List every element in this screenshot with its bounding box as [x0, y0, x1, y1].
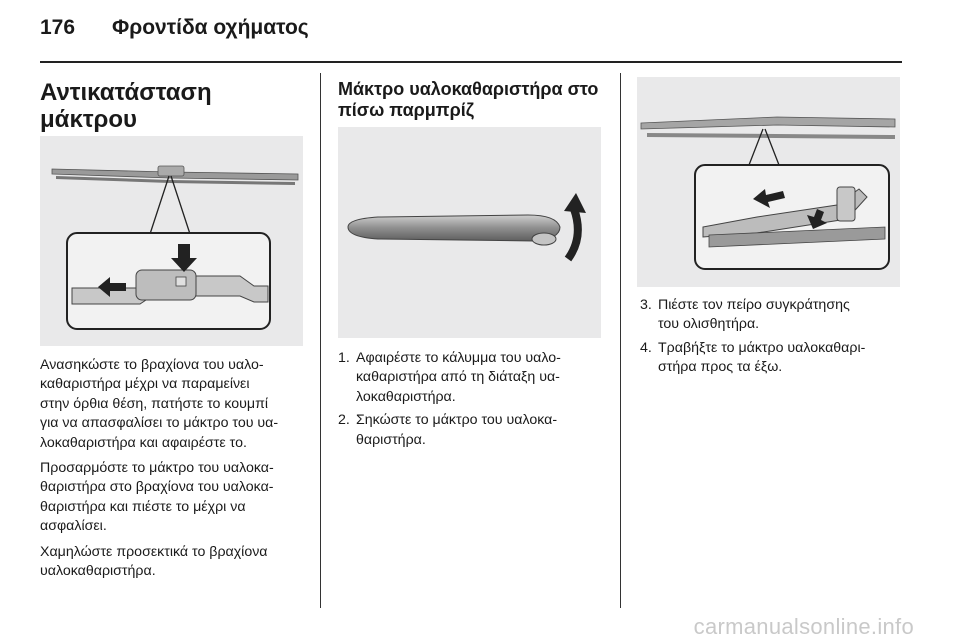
left-body	[40, 356, 308, 587]
text-line: θαριστήρα.	[356, 431, 426, 448]
text-line: λοκαθαριστήρα και αφαιρέστε το.	[40, 434, 247, 451]
text-line: για να απασφαλίσει το μάκτρο του υα-	[40, 415, 279, 432]
text-line: Χαμηλώστε προσεκτικά το βραχίονα	[40, 543, 268, 560]
text-line: Σηκώστε το μάκτρο του υαλοκα-	[356, 412, 558, 429]
text-line: στήρα προς τα έξω.	[658, 359, 783, 376]
step-item	[640, 339, 902, 378]
step-number: 2.	[338, 412, 350, 429]
watermark-link[interactable]: carmanualsonline.info	[693, 614, 914, 639]
page-number: 176	[40, 16, 76, 39]
text-line: Ανασηκώστε το βραχίονα του υαλο-	[40, 357, 264, 373]
text-line: θαριστήρα στο βραχίονα του υαλοκα-	[40, 479, 274, 496]
column-divider	[320, 73, 321, 608]
wiper-pin-figure	[637, 77, 900, 287]
middle-steps	[338, 349, 608, 454]
text-line: καθαριστήρα από τη διάταξη υα-	[356, 369, 560, 386]
step-item	[338, 349, 608, 407]
step-item	[338, 411, 608, 450]
paragraph	[40, 356, 308, 453]
step-item	[640, 296, 902, 335]
text-line: καθαριστήρα μέχρι να παραμείνει	[40, 376, 250, 393]
step-number: 3.	[640, 297, 652, 313]
step-number: 1.	[338, 350, 350, 366]
text-line: Προσαρμόστε το μάκτρο του υαλοκα-	[40, 460, 274, 477]
text-line: Πιέστε τον πείρο συγκράτησης	[658, 297, 850, 313]
step-number: 4.	[640, 339, 652, 356]
text-line: Αφαιρέστε το κάλυμμα του υαλο-	[356, 350, 561, 366]
section-title: Φροντίδα οχήματος	[112, 16, 309, 39]
middle-heading	[338, 79, 608, 121]
paragraph	[40, 459, 308, 537]
header-rule	[40, 61, 902, 63]
right-steps	[640, 296, 902, 382]
text-line: λοκαθαριστήρα.	[356, 388, 456, 405]
rear-wiper-cover-figure	[338, 127, 601, 338]
text-line: στην όρθια θέση, πατήστε το κουμπί	[40, 395, 269, 412]
heading-line: Μάκτρο υαλοκαθαριστήρα στο	[338, 79, 599, 99]
text-line: ασφαλίσει.	[40, 518, 107, 535]
text-line: του ολισθητήρα.	[658, 316, 760, 333]
text-line: Τραβήξτε το μάκτρο υαλοκαθαρι-	[658, 339, 866, 356]
text-line: θαριστήρα και πιέστε το μέχρι να	[40, 498, 246, 515]
text-line: υαλοκαθαριστήρα.	[40, 563, 156, 580]
heading-line: Αντικατάσταση μάκτρου	[40, 79, 212, 133]
heading-line: πίσω παρμπρίζ	[338, 100, 475, 120]
paragraph	[40, 543, 308, 582]
column-divider	[620, 73, 621, 608]
wiper-blade-figure	[40, 136, 303, 346]
